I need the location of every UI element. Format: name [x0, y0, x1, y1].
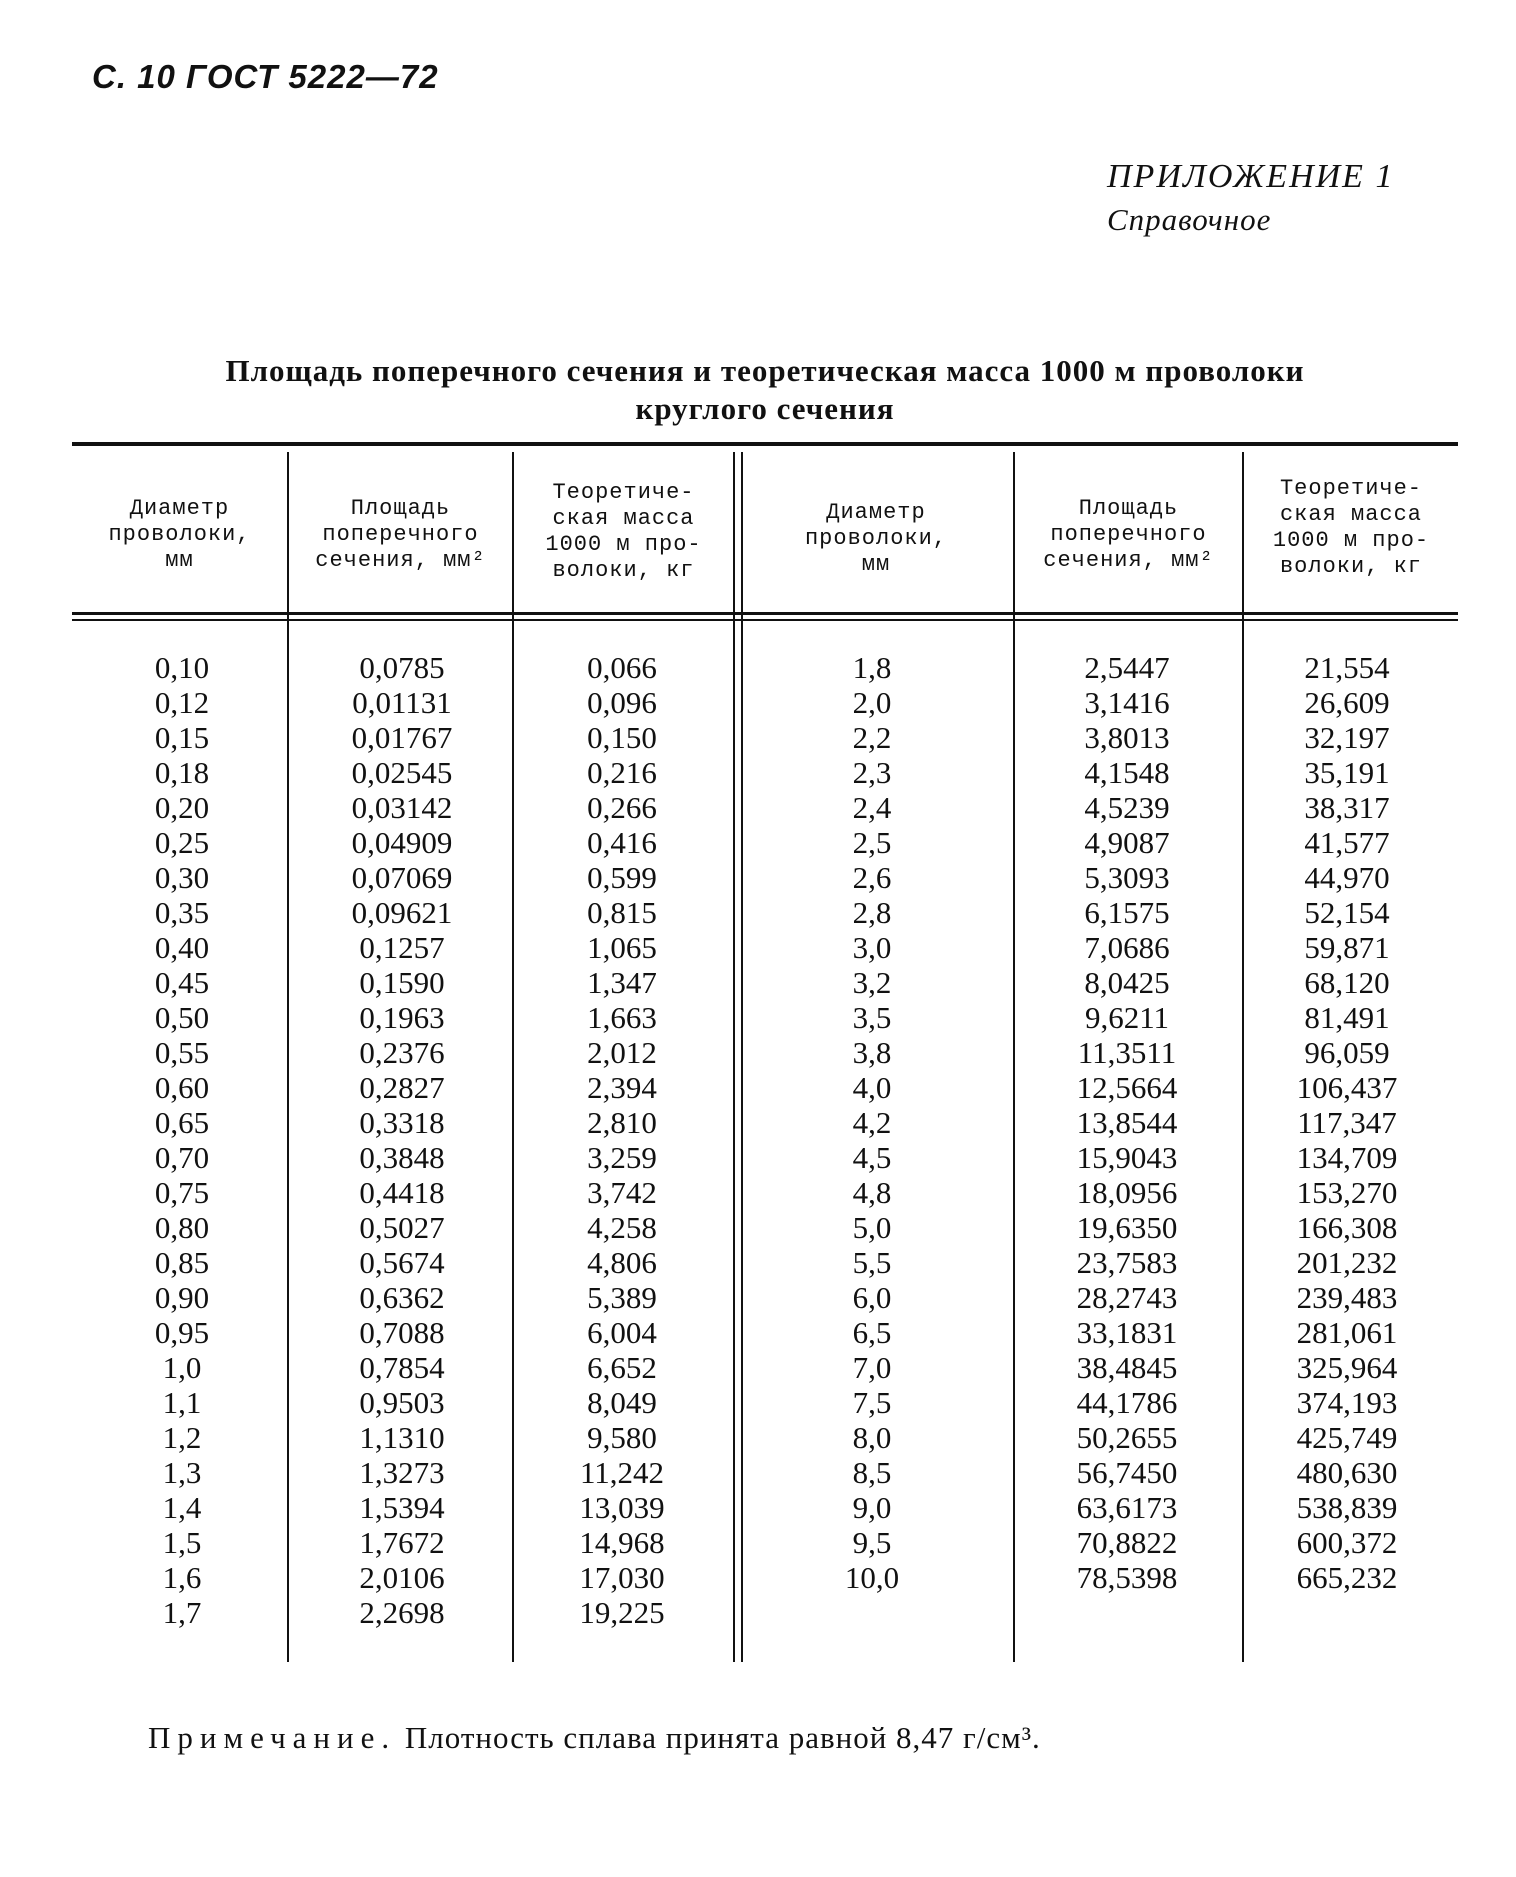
table-cell: 2,8 [852, 895, 892, 930]
table-cell: 0,3848 [359, 1140, 445, 1175]
table-cell: 10,0 [844, 1560, 900, 1595]
table-title-line-2: круглого сечения [635, 391, 895, 426]
table-cell: 6,0 [852, 1280, 892, 1315]
table-cell: 1,4 [162, 1490, 202, 1525]
header-diameter-right: Диаметр проволоки, мм [804, 500, 948, 577]
table-cell: 44,970 [1304, 860, 1390, 895]
table-cell: 0,01131 [352, 685, 452, 720]
table-cell: 4,5 [852, 1140, 892, 1175]
table-cell: 134,709 [1296, 1140, 1398, 1175]
table-cell: 0,150 [587, 720, 657, 755]
table-cell: 538,839 [1296, 1490, 1398, 1525]
appendix-label: ПРИЛОЖЕНИЕ 1 [1107, 158, 1395, 195]
table-cell: 0,5027 [359, 1210, 445, 1245]
table-cell: 8,0 [852, 1420, 892, 1455]
table-cell: 11,3511 [1077, 1035, 1177, 1070]
column-diameter-left [112, 650, 252, 1630]
table-cell: 0,216 [587, 755, 657, 790]
table-cell: 17,030 [579, 1560, 665, 1595]
table-cell: 9,0 [852, 1490, 892, 1525]
table-cell: 0,3318 [359, 1105, 445, 1140]
table-cell: 4,9087 [1084, 825, 1170, 860]
table-cell: 81,491 [1304, 1000, 1390, 1035]
table-cell: 2,012 [587, 1035, 657, 1070]
table-cell: 1,065 [587, 930, 657, 965]
table-cell: 0,10 [154, 650, 210, 685]
table-cell: 0,815 [587, 895, 657, 930]
table-cell: 1,8 [852, 650, 892, 685]
table-cell: 6,652 [587, 1350, 657, 1385]
table-cell: 0,4418 [359, 1175, 445, 1210]
table-cell: 1,1 [162, 1385, 202, 1420]
table-cell: 0,20 [154, 790, 210, 825]
table-cell: 4,258 [587, 1210, 657, 1245]
table-cell: 15,9043 [1076, 1140, 1178, 1175]
column-divider [1242, 452, 1244, 1662]
table-cell: 38,317 [1304, 790, 1390, 825]
table-cell: 19,6350 [1076, 1210, 1178, 1245]
table-cell: 4,0 [852, 1070, 892, 1105]
table-cell: 96,059 [1304, 1035, 1390, 1070]
table-cell: 0,7088 [359, 1315, 445, 1350]
header-area-left: Площадь поперечного сечения, мм² [315, 496, 486, 573]
table-cell: 1,347 [587, 965, 657, 1000]
table-cell: 1,5 [162, 1525, 202, 1560]
column-divider [1013, 452, 1015, 1662]
table-cell: 106,437 [1296, 1070, 1398, 1105]
header-mass-left: Теоретиче- ская масса 1000 м про- волоки, кг [545, 480, 702, 583]
table-cell: 201,232 [1296, 1245, 1398, 1280]
table-cell: 0,45 [154, 965, 210, 1000]
table-cell: 0,2827 [359, 1070, 445, 1105]
table-cell: 0,0785 [359, 650, 445, 685]
table-cell: 38,4845 [1076, 1350, 1178, 1385]
table-cell: 21,554 [1304, 650, 1390, 685]
table-cell: 0,09621 [351, 895, 453, 930]
table-cell: 5,3093 [1084, 860, 1170, 895]
column-divider-double [733, 452, 743, 1662]
table-cell: 41,577 [1304, 825, 1390, 860]
table-cell: 12,5664 [1076, 1070, 1178, 1105]
table-cell: 2,394 [587, 1070, 657, 1105]
table-cell: 9,5 [852, 1525, 892, 1560]
table-cell: 70,8822 [1076, 1525, 1178, 1560]
table-cell: 0,60 [154, 1070, 210, 1105]
table-cell: 0,85 [154, 1245, 210, 1280]
table-cell: 56,7450 [1076, 1455, 1178, 1490]
table-cell: 52,154 [1304, 895, 1390, 930]
table-cell: 239,483 [1296, 1280, 1398, 1315]
table-cell: 153,270 [1296, 1175, 1398, 1210]
table-cell: 78,5398 [1076, 1560, 1178, 1595]
table-cell: 0,80 [154, 1210, 210, 1245]
table-cell: 13,8544 [1076, 1105, 1178, 1140]
table-cell: 4,5239 [1084, 790, 1170, 825]
table-cell: 9,580 [587, 1420, 657, 1455]
table-cell: 2,0 [852, 685, 892, 720]
table-cell: 28,2743 [1076, 1280, 1178, 1315]
table-cell: 50,2655 [1076, 1420, 1178, 1455]
table-cell: 44,1786 [1076, 1385, 1178, 1420]
table-cell: 2,0106 [359, 1560, 445, 1595]
table-cell: 0,12 [154, 685, 210, 720]
table-title-line-1: Площадь поперечного сечения и теоретическая масса 1000 м проволоки [225, 353, 1305, 388]
table-cell: 325,964 [1296, 1350, 1398, 1385]
table-cell: 3,2 [852, 965, 892, 1000]
table-cell: 3,0 [852, 930, 892, 965]
table-cell: 0,40 [154, 930, 210, 965]
table-cell: 6,1575 [1084, 895, 1170, 930]
table-cell: 0,95 [154, 1315, 210, 1350]
table-cell: 8,049 [587, 1385, 657, 1420]
top-rule [72, 442, 1458, 446]
table-cell: 3,742 [587, 1175, 657, 1210]
page-reference: С. 10 ГОСТ 5222—72 [92, 58, 439, 95]
table-cell: 4,1548 [1084, 755, 1170, 790]
table-cell: 0,066 [587, 650, 657, 685]
table-cell: 13,039 [579, 1490, 665, 1525]
table-note [148, 1720, 1041, 1756]
table-cell: 0,1963 [359, 1000, 445, 1035]
table-cell: 0,096 [587, 685, 657, 720]
table-cell: 2,5 [852, 825, 892, 860]
table-cell: 0,70 [154, 1140, 210, 1175]
table-cell: 0,03142 [351, 790, 453, 825]
note-label: Примечание. [148, 1720, 397, 1755]
table-cell: 0,90 [154, 1280, 210, 1315]
table-cell: 0,25 [154, 825, 210, 860]
table-cell: 0,04909 [351, 825, 453, 860]
table-cell: 8,0425 [1084, 965, 1170, 1000]
table-cell: 1,3 [162, 1455, 202, 1490]
table-cell: 0,1257 [359, 930, 445, 965]
table-cell: 26,609 [1304, 685, 1390, 720]
table-cell: 2,810 [587, 1105, 657, 1140]
table-cell: 0,266 [587, 790, 657, 825]
table-cell: 23,7583 [1076, 1245, 1178, 1280]
table-cell: 1,6 [162, 1560, 202, 1595]
table-cell: 33,1831 [1076, 1315, 1178, 1350]
header-mass-right: Теоретиче- ская масса 1000 м про- волоки, кг [1272, 476, 1430, 579]
table-cell: 3,5 [852, 1000, 892, 1035]
table-cell: 0,1590 [359, 965, 445, 1000]
header-rule-1 [72, 612, 1458, 615]
table-cell: 1,1310 [359, 1420, 445, 1455]
table-cell: 8,5 [852, 1455, 892, 1490]
table-cell: 7,5 [852, 1385, 892, 1420]
table-cell: 1,7 [162, 1595, 202, 1630]
table-cell: 3,8013 [1084, 720, 1170, 755]
table-cell: 0,65 [154, 1105, 210, 1140]
table-cell: 18,0956 [1076, 1175, 1178, 1210]
table-cell: 32,197 [1304, 720, 1390, 755]
table-cell: 1,2 [162, 1420, 202, 1455]
table-cell: 0,75 [154, 1175, 210, 1210]
header-diameter-left: Диаметр проволоки, мм [108, 496, 251, 573]
table-cell: 5,0 [852, 1210, 892, 1245]
table-cell: 281,061 [1296, 1315, 1398, 1350]
table-cell: 2,5447 [1084, 650, 1170, 685]
table-cell: 0,5674 [359, 1245, 445, 1280]
table-cell: 1,0 [162, 1350, 202, 1385]
table-cell: 0,07069 [351, 860, 453, 895]
table-cell: 7,0 [852, 1350, 892, 1385]
table-cell: 665,232 [1296, 1560, 1398, 1595]
table-cell: 5,389 [587, 1280, 657, 1315]
table-cell: 14,968 [579, 1525, 665, 1560]
table-cell: 3,8 [852, 1035, 892, 1070]
table-cell: 3,1416 [1084, 685, 1170, 720]
table-cell: 0,15 [154, 720, 210, 755]
table-cell: 6,004 [587, 1315, 657, 1350]
table-cell: 59,871 [1304, 930, 1390, 965]
table-cell: 0,2376 [359, 1035, 445, 1070]
table-cell: 2,2 [852, 720, 892, 755]
header-rule-2 [72, 619, 1458, 621]
table-cell: 0,9503 [359, 1385, 445, 1420]
table-cell: 4,806 [587, 1245, 657, 1280]
table-cell: 0,35 [154, 895, 210, 930]
table-cell: 0,01767 [351, 720, 453, 755]
column-area-right [1047, 650, 1207, 1595]
table-cell: 7,0686 [1084, 930, 1170, 965]
table-cell: 0,599 [587, 860, 657, 895]
table-cell: 425,749 [1296, 1420, 1398, 1455]
table-cell: 2,6 [852, 860, 892, 895]
table-cell: 63,6173 [1076, 1490, 1178, 1525]
table-cell: 68,120 [1304, 965, 1390, 1000]
column-area-left [327, 650, 477, 1630]
table-cell: 4,2 [852, 1105, 892, 1140]
table-cell: 2,4 [852, 790, 892, 825]
column-divider [512, 452, 514, 1662]
table-title [120, 352, 1410, 428]
table-cell: 4,8 [852, 1175, 892, 1210]
table-cell: 35,191 [1304, 755, 1390, 790]
table-cell: 11,242 [579, 1455, 665, 1490]
table-cell: 5,5 [852, 1245, 892, 1280]
table-cell: 1,5394 [359, 1490, 445, 1525]
table-cell: 0,55 [154, 1035, 210, 1070]
table-cell: 3,259 [587, 1140, 657, 1175]
table-cell: 0,7854 [359, 1350, 445, 1385]
table-cell: 2,2698 [359, 1595, 445, 1630]
table-cell: 9,6211 [1084, 1000, 1170, 1035]
header-area-right: Площадь поперечного сечения, мм² [1043, 496, 1214, 573]
table-cell: 0,416 [587, 825, 657, 860]
table-cell: 19,225 [579, 1595, 665, 1630]
table-cell: 0,6362 [359, 1280, 445, 1315]
table-cell: 1,663 [587, 1000, 657, 1035]
column-diameter-right [797, 650, 947, 1595]
appendix-subtitle: Справочное [1107, 202, 1272, 237]
table-cell: 166,308 [1296, 1210, 1398, 1245]
table-cell: 1,7672 [359, 1525, 445, 1560]
table-cell: 117,347 [1297, 1105, 1397, 1140]
table-cell: 0,50 [154, 1000, 210, 1035]
table-cell: 0,30 [154, 860, 210, 895]
table-cell: 6,5 [852, 1315, 892, 1350]
column-mass-left [547, 650, 697, 1630]
note-text: Плотность сплава принята равной 8,47 г/см³. [404, 1720, 1041, 1755]
column-divider [287, 452, 289, 1662]
wire-section-table [72, 442, 1458, 1670]
table-cell: 480,630 [1296, 1455, 1398, 1490]
table-cell: 0,02545 [351, 755, 453, 790]
table-cell: 374,193 [1296, 1385, 1398, 1420]
column-mass-right [1267, 650, 1427, 1595]
table-cell: 1,3273 [359, 1455, 445, 1490]
table-cell: 0,18 [154, 755, 210, 790]
table-cell: 2,3 [852, 755, 892, 790]
table-cell: 600,372 [1296, 1525, 1398, 1560]
